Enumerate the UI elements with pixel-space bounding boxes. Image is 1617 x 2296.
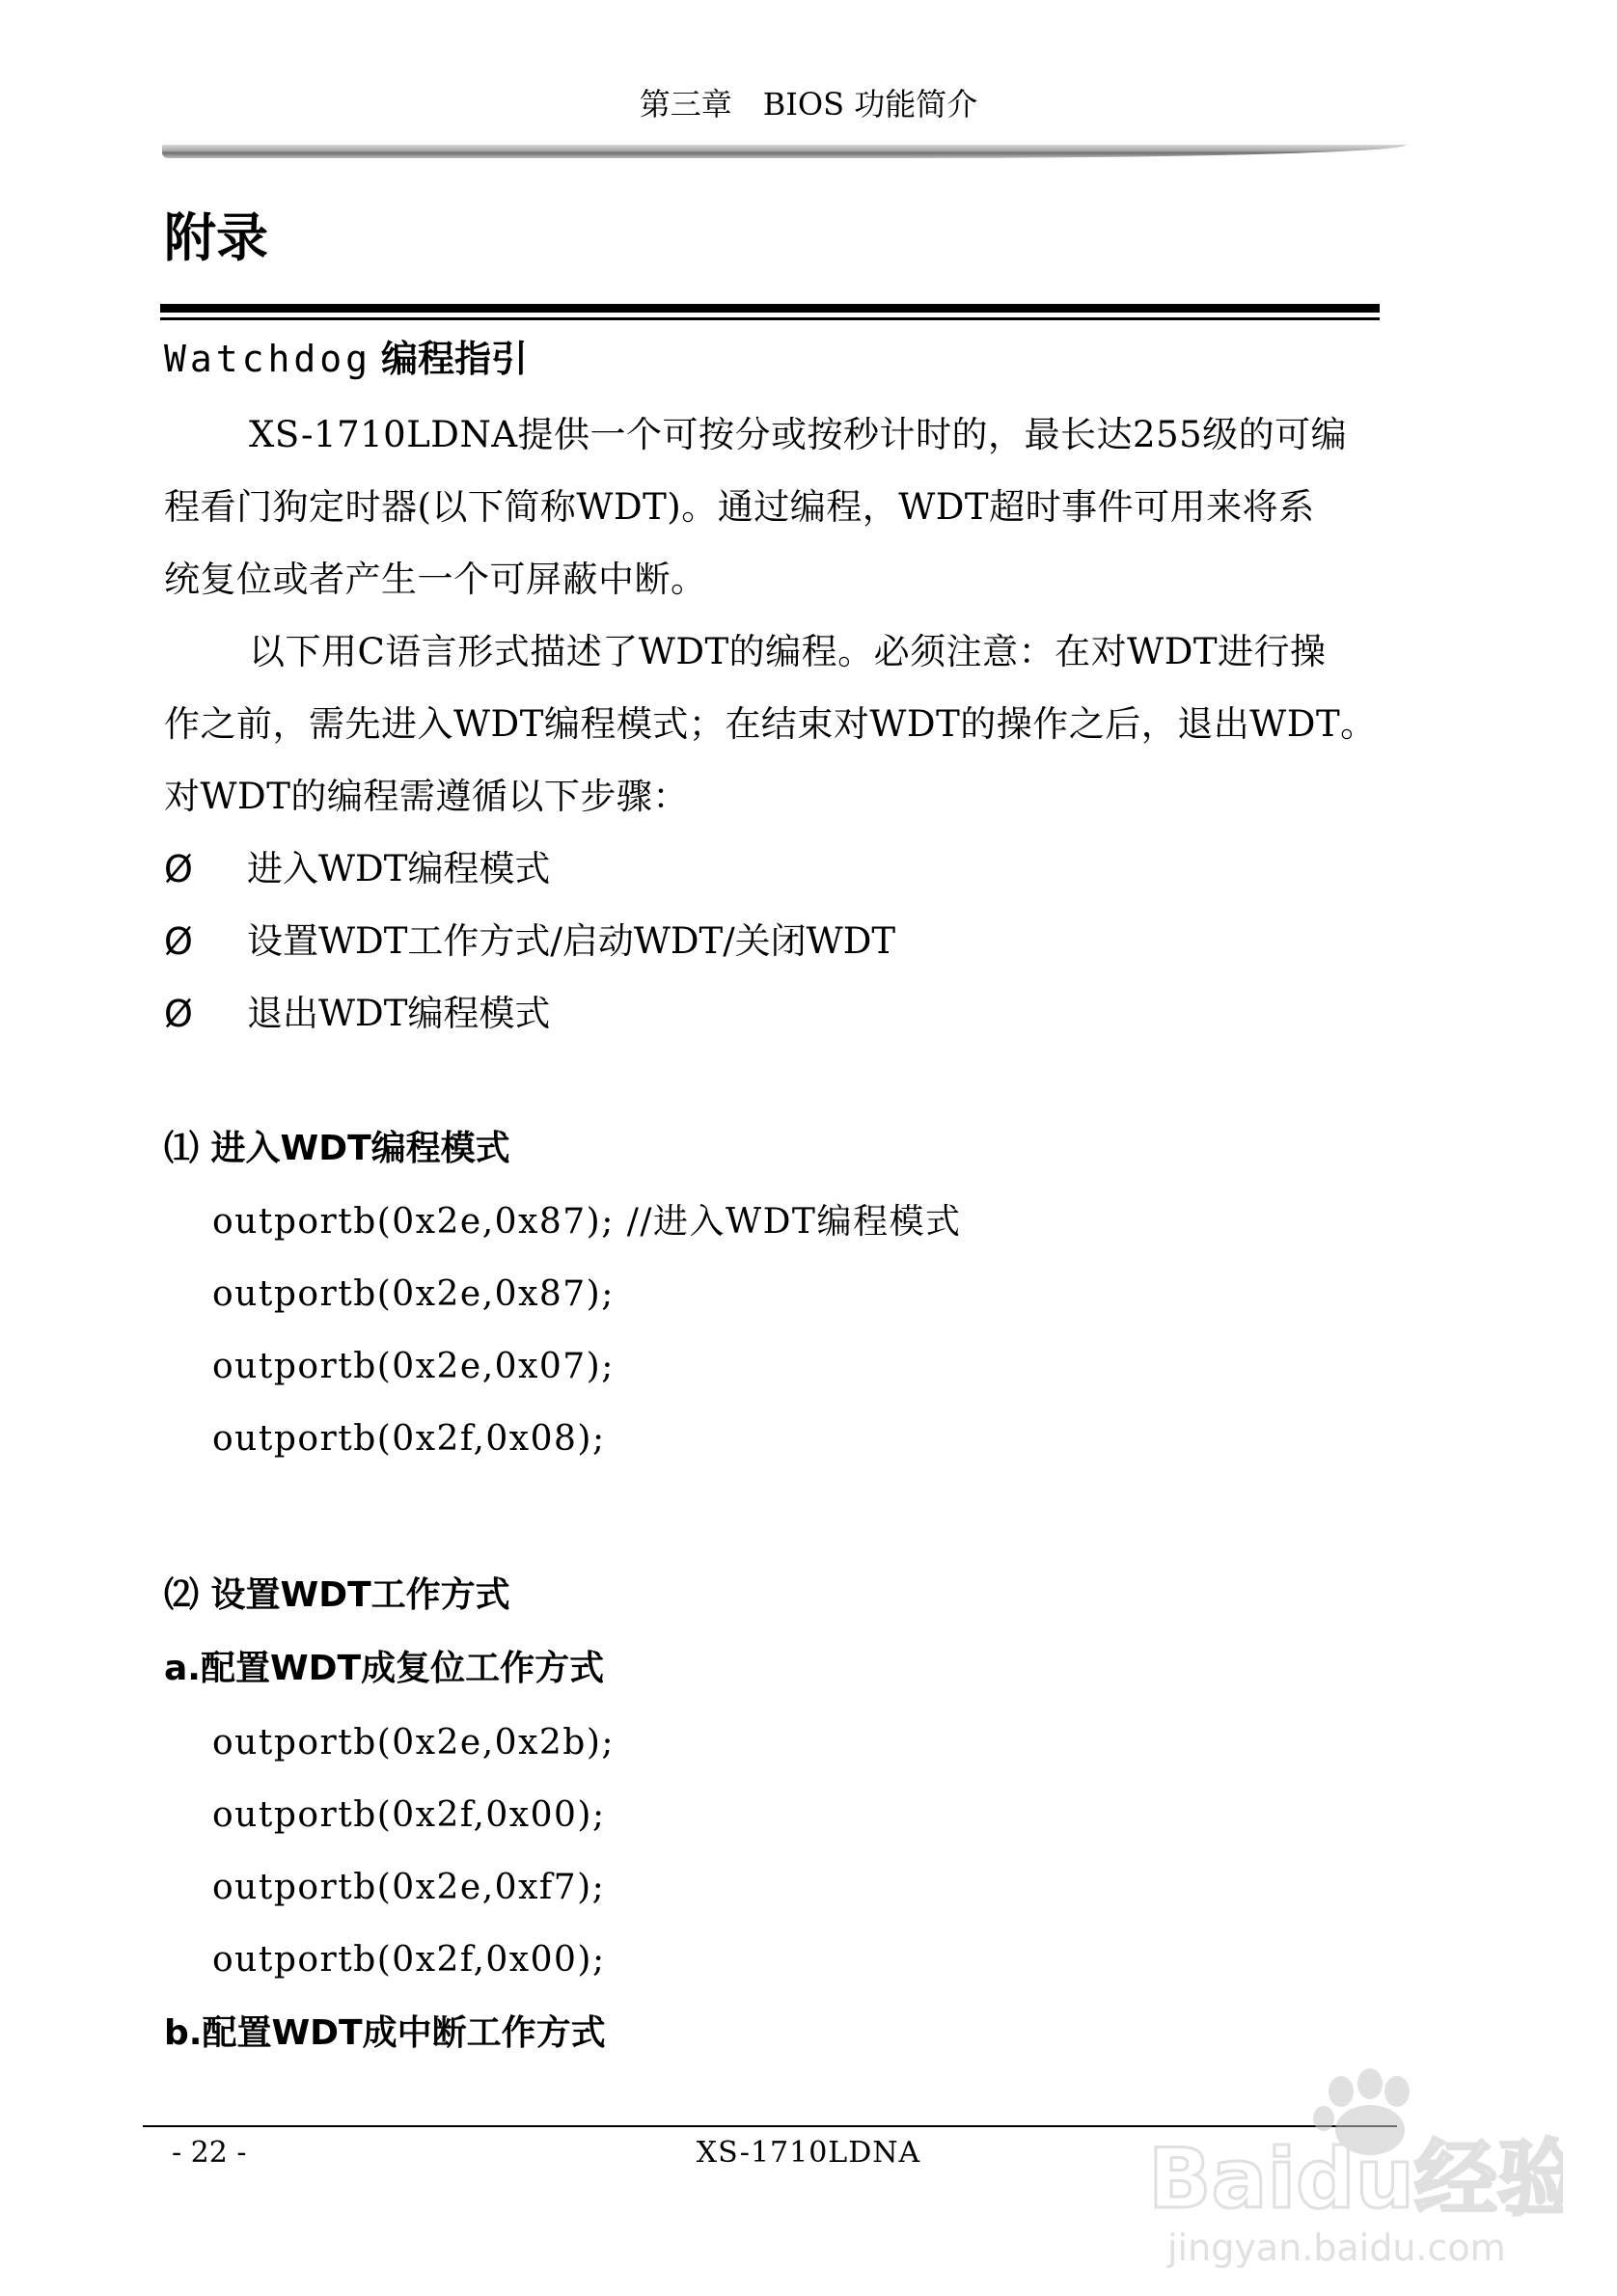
section-title xyxy=(164,336,528,382)
intro-p1-line1: XS-1710LDNA提供一个可按分或按秒计时的，最长达255级的可编 xyxy=(249,414,1348,455)
bullet-item: 进入WDT编程模式 xyxy=(247,848,551,889)
section-title-cjk: 编程指引 xyxy=(381,338,529,380)
header-rule xyxy=(162,145,1407,158)
watermark-url: jingyan.baidu.com xyxy=(1167,2227,1506,2269)
code-line: outportb(0x2e,0x87); //进入WDT编程模式 xyxy=(212,1202,962,1242)
step1-heading: ⑴ 进入WDT编程模式 xyxy=(164,1129,510,1168)
chapter-title: 附录 xyxy=(164,207,268,268)
bullet-item: 设置WDT工作方式/启动WDT/关闭WDT xyxy=(247,920,896,962)
running-header: 第三章 BIOS 功能简介 xyxy=(639,86,978,123)
bullet-marker: Ø xyxy=(164,848,193,890)
bullet-marker: Ø xyxy=(164,920,193,963)
chapter-rule-thin xyxy=(160,317,1380,320)
baidu-watermark xyxy=(1138,2063,1563,2275)
footer-page-number: - 22 - xyxy=(172,2136,247,2170)
code-line: outportb(0x2f,0x00); xyxy=(212,1940,606,1980)
code-line: outportb(0x2f,0x08); xyxy=(212,1419,606,1459)
code-line: outportb(0x2e,0x87); xyxy=(212,1274,615,1314)
code-line: outportb(0x2e,0xf7); xyxy=(212,1868,606,1907)
code-line: outportb(0x2e,0x07); xyxy=(212,1347,615,1386)
intro-p1-line2: 程看门狗定时器(以下简称WDT)。通过编程，WDT超时事件可用来将系 xyxy=(164,486,1315,528)
intro-p2-line3: 对WDT的编程需遵循以下步骤： xyxy=(164,776,689,817)
footer-model: XS-1710LDNA xyxy=(696,2136,921,2170)
chapter-rule-thick xyxy=(160,304,1380,313)
bullet-marker: Ø xyxy=(164,993,193,1035)
intro-p2-line2: 作之前，需先进入WDT编程模式；在结束对WDT的操作之后，退出WDT。 xyxy=(164,703,1377,745)
step2-heading: ⑵ 设置WDT工作方式 xyxy=(164,1575,510,1615)
bullet-item: 退出WDT编程模式 xyxy=(247,993,551,1034)
section-title-latin: Watchdog xyxy=(164,338,372,380)
baidu-paw-icon xyxy=(1138,2063,1563,2275)
code-line: outportb(0x2f,0x00); xyxy=(212,1795,606,1835)
step2b-heading: b.配置WDT成中断工作方式 xyxy=(164,2013,606,2053)
intro-p2-line1: 以下用C语言形式描述了WDT的编程。必须注意：在对WDT进行操 xyxy=(249,631,1327,672)
step2a-heading: a.配置WDT成复位工作方式 xyxy=(164,1649,605,1688)
intro-p1-line3: 统复位或者产生一个可屏蔽中断。 xyxy=(164,559,707,600)
watermark-brand: Baidu经验 xyxy=(1148,2131,1563,2228)
code-line: outportb(0x2e,0x2b); xyxy=(212,1723,615,1763)
